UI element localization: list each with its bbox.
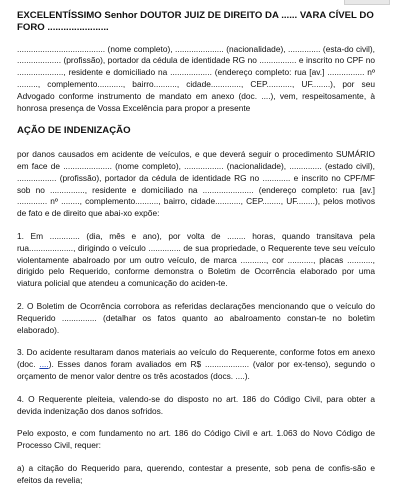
document-heading: EXCELENTÍSSIMO Senhor DOUTOR JUIZ DE DIREITO DA ...... VARA CÍVEL DO FORO ....................... — [17, 10, 374, 33]
conclusion-paragraph: Pelo exposto, e com fundamento no art. 186 do Código Civil e art. 1.063 do Novo Código de Processo Civil, requer: — [17, 428, 375, 451]
item-1-paragraph: 1. Em ............. (dia, mês e ano), por volta de ........ horas, quando transitava pela rua..................., dirigindo o veículo .............. de sua propriedade, o Requerente teve seu veículo violentamente abalroado por um outro veículo, de marca ..........., cor ..........., placas ..........., dirigido pelo Requerido, conforme demonstra o Boletim de Ocorrência elaborado por uma viatura policial que atendeu a comunicação do aciden-te. — [17, 230, 375, 289]
top-right-tab — [344, 0, 390, 5]
intro-paragraph: ...................................... (nome completo), ..................... (nacionalidade), .............. (esta-do civil), ................... (profissão), portador da cédula de identidade RG no ................ e inscrito no CPF no ...................., residente e domiciliado na .................. (endereço completo: rua [av.] ................ nº ........., complemento..........., bairro.........., cidade............., CEP..........., UF........), por seu Advogado conforme instrumento de mandato em anexo (doc. ....), vem, respeitosamente, à honrosa presença de Vossa Excelência para propor a presente — [17, 43, 375, 113]
item-3-paragraph — [17, 347, 375, 382]
document-reference-link[interactable]: .... — [39, 359, 49, 370]
item-3-text-start: 3. Do acidente resultaram danos materiais ao veículo do Requerente, conforme fotos em anexo (doc. — [17, 347, 375, 370]
parties-paragraph: por danos causados em acidente de veículos, e que deverá seguir o procedimento SUMÁRIO em face de ..................... (nome completo), ................. (nacionalidade), .............. (estado civil), ................. (profissão), portador da cédula de identidade RG no ............ e inscrito no CPF/MF sob no ..............., residente e domiciliado na ...................... (endereço completo: rua [av.] ............. nº ........, complemento.........., bairro, cidade..........., CEP........, UF........), pelos motivos de fato e de direito que abai-xo expõe: — [17, 149, 375, 219]
item-3-text-end: ). Esses danos foram avaliados em R$ ................... (valor por ex-tenso), segundo o orçamento de menor valor dentre os três acostados (docs. ....). — [17, 359, 375, 381]
document-page — [17, 10, 375, 487]
item-4-paragraph: 4. O Requerente pleiteia, valendo-se do disposto no art. 186 do Código Civil, para obter a devida indenização dos danos sofridos. — [17, 393, 375, 416]
section-title: AÇÃO DE INDENIZAÇÃO — [17, 125, 131, 137]
item-2-paragraph: 2. O Boletim de Ocorrência corrobora as referidas declarações mencionando que o veículo do Requerido ............... (detalhar os fatos quanto ao abalroamento constan-te no boletim elaborado). — [17, 300, 375, 335]
request-a-paragraph: a) a citação do Requerido para, querendo, contestar a presente, sob pena de confis-são e efeitos da revelia; — [17, 462, 375, 485]
